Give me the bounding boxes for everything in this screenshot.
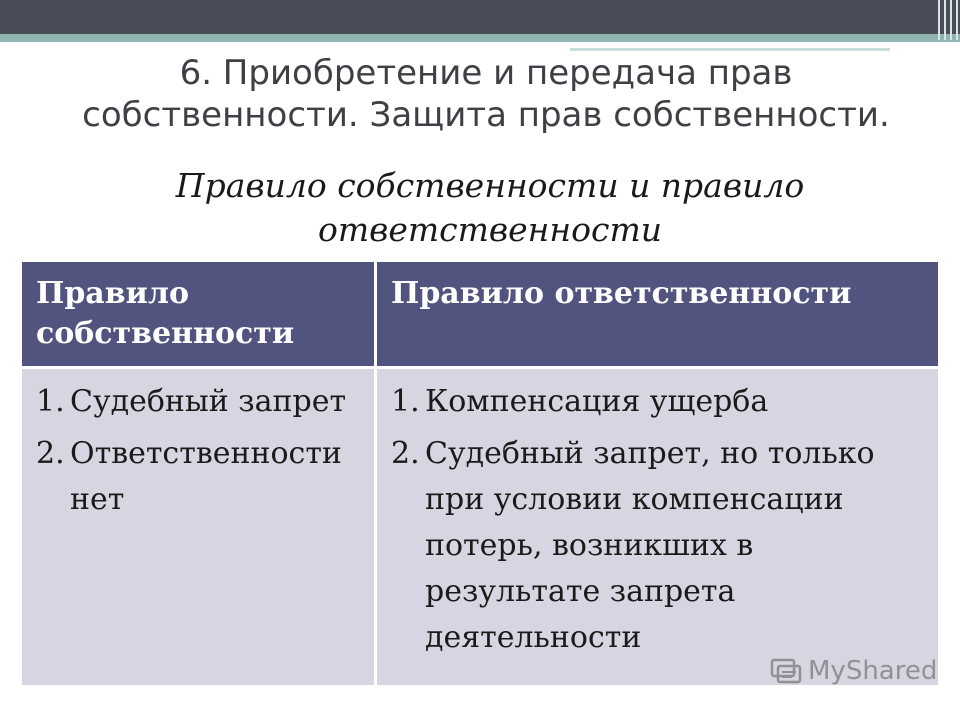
table-body-row — [22, 369, 938, 685]
liability-rule-list — [391, 379, 928, 661]
slide-subtitle-line2: ответственности — [317, 210, 663, 249]
list-item — [36, 379, 364, 425]
list-item — [391, 379, 928, 425]
slide-subtitle — [60, 164, 920, 252]
list-number: 2. — [36, 436, 65, 471]
slide-title — [36, 52, 936, 136]
watermark-text: MyShared — [808, 656, 938, 686]
slide-title-line2: собственности. Защита прав собственности. — [82, 95, 890, 135]
list-number: 1. — [391, 384, 420, 419]
list-text: Компенсация ущерба — [425, 384, 769, 419]
corner-decoration — [934, 0, 960, 40]
list-text: Судебный запрет — [70, 384, 347, 419]
slide-title-line1: 6. Приобретение и передача прав — [179, 53, 793, 93]
table-header-row — [22, 262, 938, 366]
property-rule-list — [36, 379, 364, 523]
liability-rule-cell — [377, 369, 938, 685]
myshared-logo-icon — [770, 656, 802, 686]
accent-line — [570, 48, 890, 51]
property-rule-cell — [22, 369, 374, 685]
top-accent-bar — [0, 34, 960, 42]
slide-subtitle-line1: Правило собственности и правило — [175, 166, 805, 205]
myshared-watermark — [770, 656, 937, 686]
header-property-rule: Правило собственности — [36, 276, 295, 351]
list-item — [36, 431, 364, 523]
list-item — [391, 431, 928, 661]
header-liability-rule: Правило ответственности — [391, 276, 852, 311]
list-text: Ответственности нет — [70, 436, 342, 517]
list-number: 1. — [36, 384, 65, 419]
list-text: Судебный запрет, но только при условии компенсации потерь, возникших в результате запрета деятельности — [425, 436, 875, 655]
comparison-table — [22, 262, 938, 685]
top-decorative-bar — [0, 0, 960, 34]
list-number: 2. — [391, 436, 420, 471]
